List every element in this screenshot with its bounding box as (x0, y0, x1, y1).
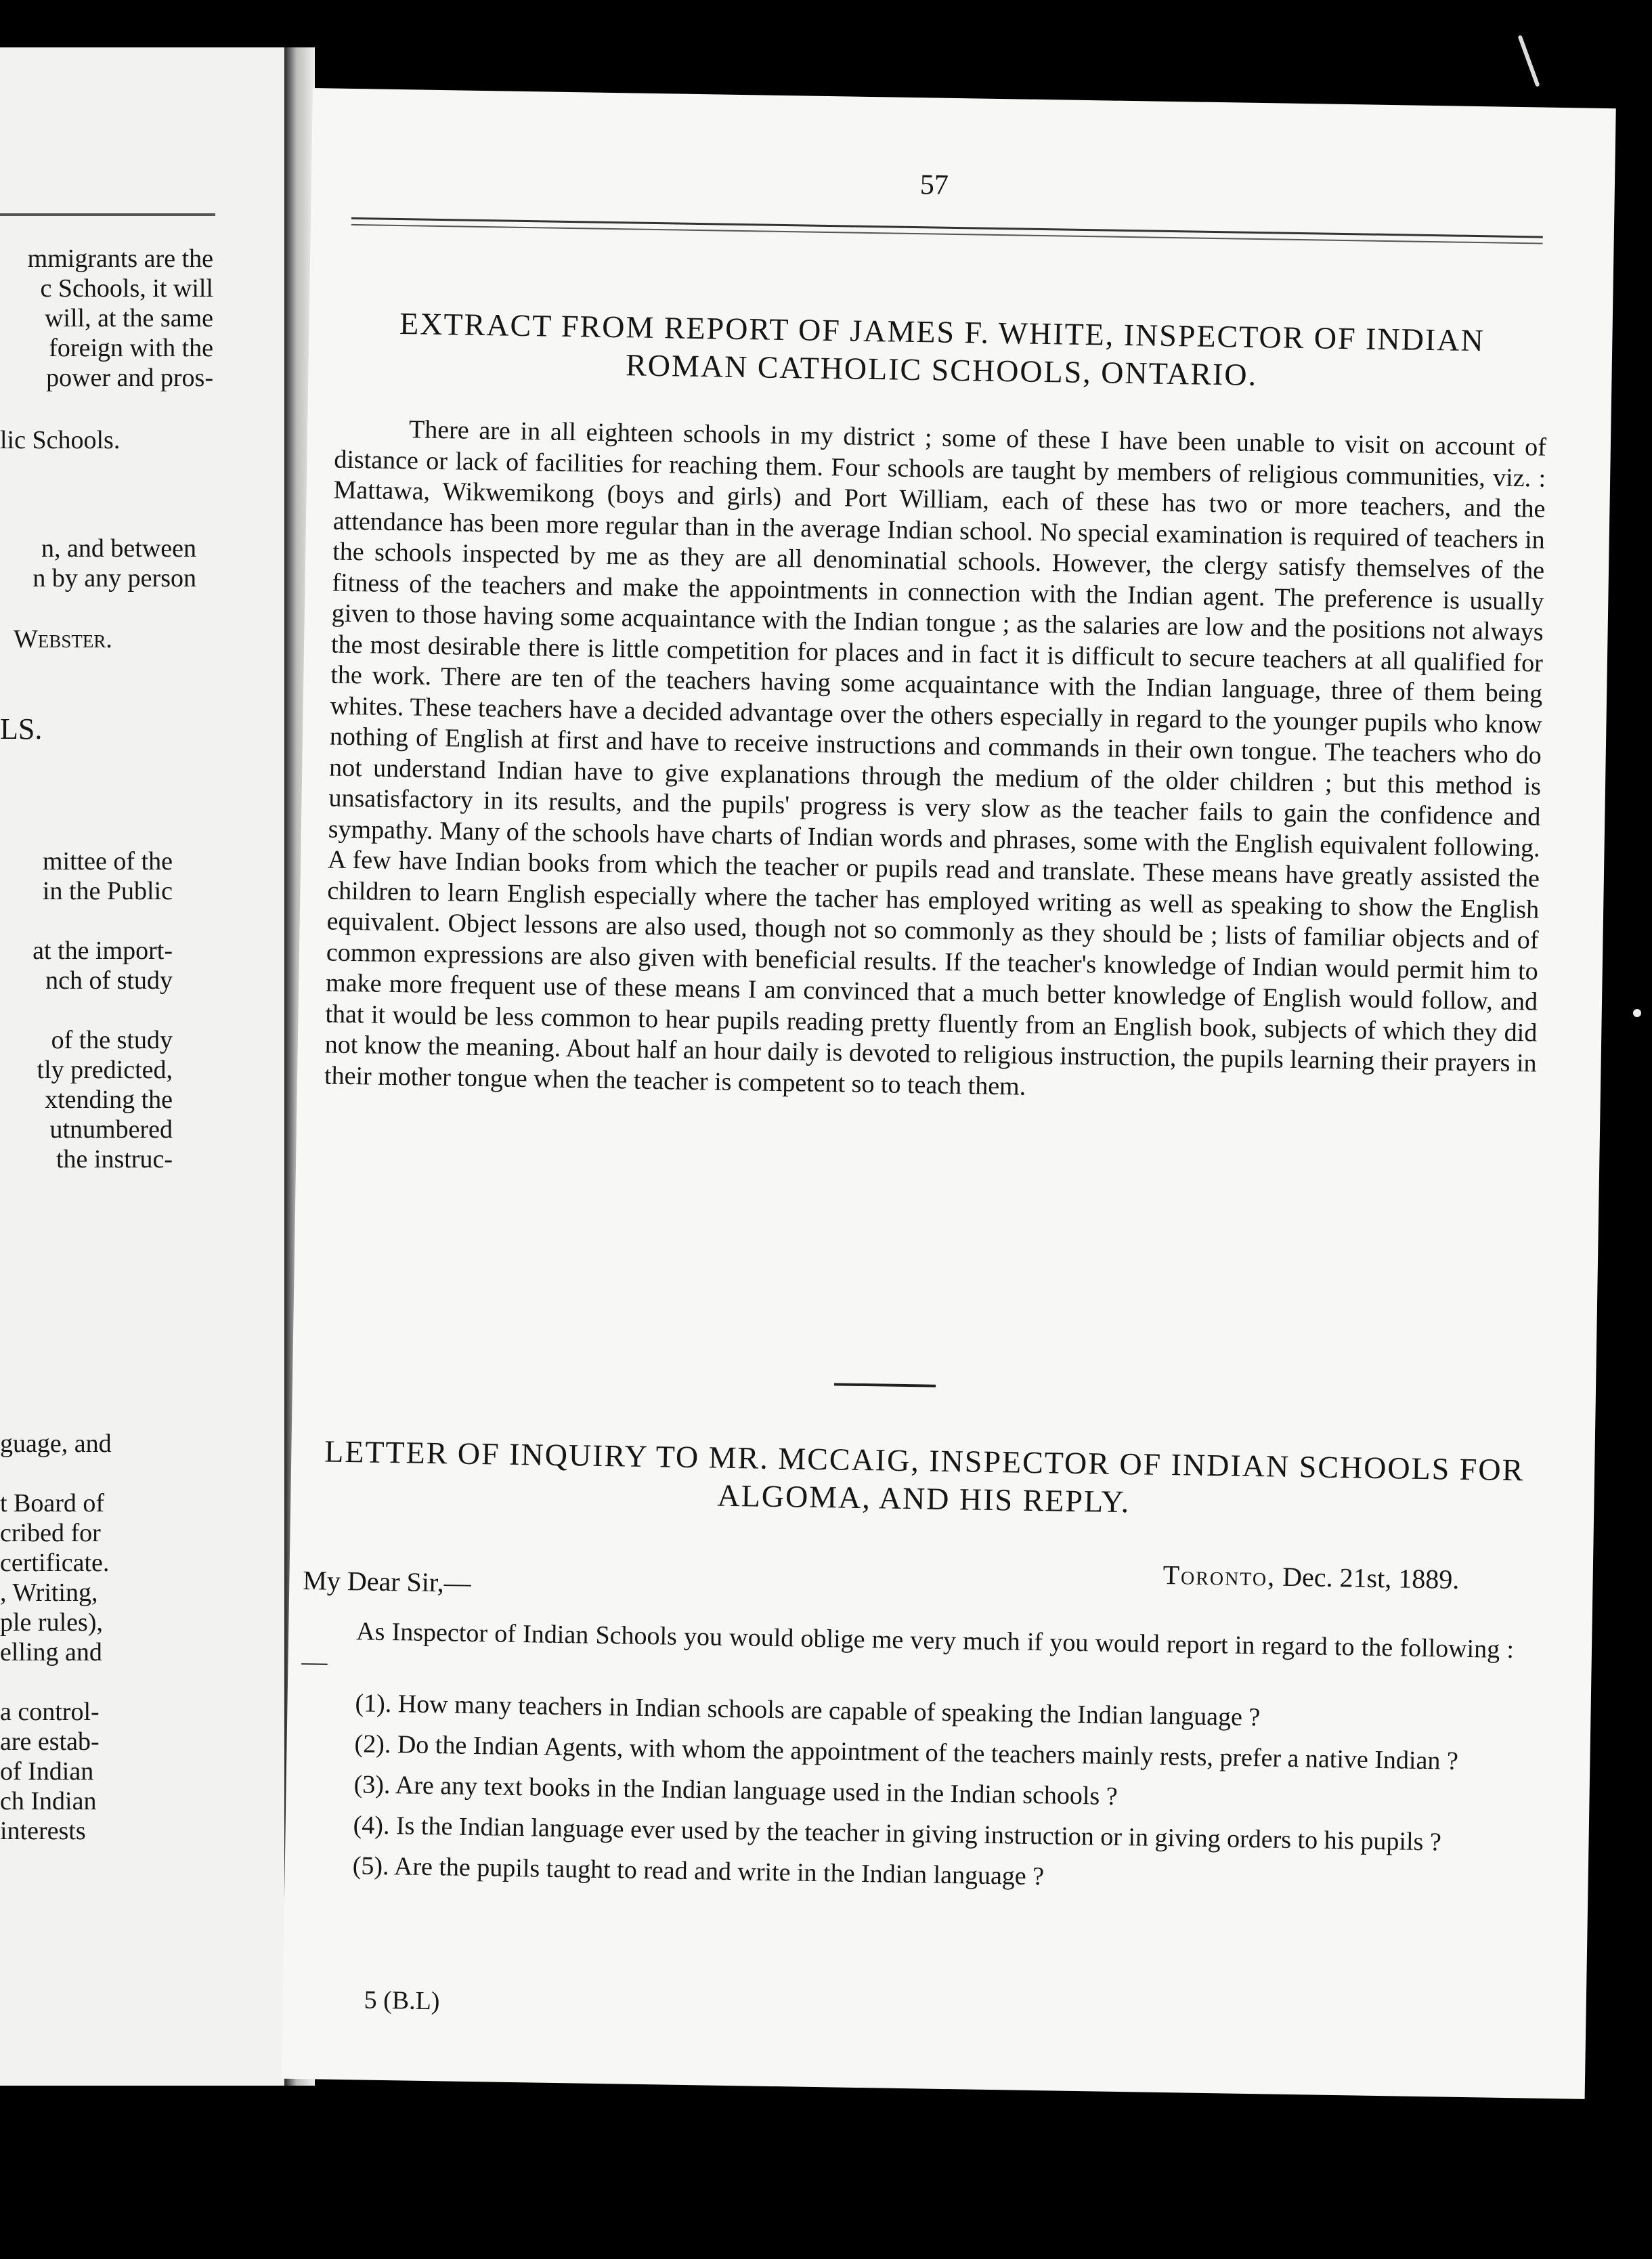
left-line: at the import- (32, 937, 173, 965)
left-line: tly predicted, (37, 1056, 173, 1084)
letter-salutation: My Dear Sir,— (303, 1565, 472, 1598)
left-line: xtending the (45, 1085, 173, 1114)
letter-dateline (1162, 1559, 1459, 1595)
left-line: are estab- (0, 1727, 100, 1756)
left-facing-page (0, 47, 288, 2086)
left-line: certificate. (0, 1549, 110, 1577)
left-line (0, 1667, 142, 1697)
question-item: (2). Do the Indian Agents, with whom the appointment of the teachers mainly rests, prefer a native Indian ? (354, 1729, 1459, 1776)
left-line: ple rules), (0, 1608, 103, 1637)
question-item: (3). Are any text books in the Indian language used in the Indian schools ? (353, 1770, 1118, 1811)
scan-mark (1518, 35, 1540, 87)
left-line (0, 1459, 142, 1488)
left-line: guage, and (0, 1429, 112, 1458)
left-line: of Indian (0, 1757, 94, 1786)
question-item: (1). How many teachers in Indian schools are capable of speaking the Indian language ? (355, 1689, 1261, 1732)
left-text-block-3 (0, 846, 173, 1174)
document-page (282, 88, 1616, 2099)
left-line: interests (0, 1817, 86, 1845)
left-line: n by any person (32, 564, 196, 593)
left-line (0, 995, 173, 1025)
question-item: (5). Are the pupils taught to read and write in the Indian language ? (352, 1851, 1045, 1891)
letter-intro: As Inspector of Indian Schools you would oblige me very much if you would report in regard to the following :— (301, 1617, 1515, 1677)
left-line: mittee of the (42, 847, 173, 876)
section-divider (834, 1383, 936, 1387)
left-line: t Board of (0, 1489, 105, 1518)
left-line (0, 906, 173, 936)
left-line: in the Public (42, 877, 173, 905)
left-page-rule (0, 213, 215, 216)
left-line: ch Indian (0, 1787, 97, 1815)
left-line: of the study (51, 1026, 173, 1054)
dateline-place: Toronto, (1162, 1559, 1276, 1592)
left-line-ls: LS. (0, 712, 43, 746)
left-line: n, and between (41, 534, 196, 563)
left-line: nch of study (45, 966, 173, 995)
question-item: (4). Is the Indian language ever used by the teacher in giving instruction or in giving orders to his pupils ? (353, 1811, 1442, 1857)
left-text-block-2 (0, 534, 196, 593)
left-text-block-1 (0, 244, 213, 393)
left-line: the instruc- (56, 1145, 173, 1174)
left-line: power and pros- (46, 364, 213, 392)
left-line: utnumbered (49, 1115, 173, 1144)
scan-speck (1633, 1009, 1641, 1017)
report-paragraph: There are in all eighteen schools in my district ; some of these I have been unable to visit on account of distance or lack of facilities for reaching them. Four schools are taught by members of religious communities, viz. : Mattawa, Wikwemikong (boys and girls) and Port William, each of these has two or more teachers, and the attendance has been more regular than in the average Indian school. No special examination is required of teachers in the schools inspected by me as they are all denominatial schools. However, the clergy satisfy themselves of the fitness of the teachers and make the appointments in connection with the Indian agent. The preference is usually given to those having some acquaintance with the Indian tongue ; as the salaries are low and the positions not always the most desirable there is little competition for places and in fact it is difficult to secure teachers at all qualified for the work. There are ten of the teachers having some acquaintance with the Indian language, three of them being whites. These teachers have a decided advantage over the others especially in regard to the younger pupils who know nothing of English at first and have to receive instructions and commands in their own tongue. The teachers who do not understand Indian have to give explanations through the medium of the older children ; but this method is unsatisfactory in its results, and the pupils' progress is very slow as the teacher fails to gain the confidence and sympathy. Many of the schools have charts of Indian words and phrases, some with the English equivalent following. A few have Indian books from which the teacher or pupils read and translate. These means have greatly assisted the children to learn English especially where the tacher has employed writing as well as speaking to show the English equivalent. Object lessons are also used, though not so commonly as they should be ; lists of familiar objects and of common expressions are also given with beneficial results. If the teacher's knowledge of Indian would permit him to make more frequent use of these means I am convinced that a much better knowledge of English would follow, and that it would be less common to hear pupils reading pretty fluently from an English book, subjects of which they did not know the meaning. About half an hour daily is devoted to religious instruction, the pupils learning their prayers in their mother tongue when the teacher is competent so to teach them. (324, 415, 1547, 1101)
left-line: c Schools, it will (40, 274, 213, 303)
left-line: mmigrants are the (27, 244, 213, 273)
left-line-webster: Webster. (14, 625, 112, 653)
letter-body (298, 1615, 1514, 1909)
left-line: cribed for (0, 1519, 101, 1547)
dateline-date: Dec. 21st, 1889. (1282, 1561, 1460, 1595)
section-heading-letter: LETTER OF INQUIRY TO MR. MCCAIG, INSPECTOR OF INDIAN SCHOOLS FOR ALGOMA, AND HIS REPLY. (324, 1434, 1525, 1520)
left-text-block-4 (0, 1429, 142, 1846)
left-line: will, at the same (44, 304, 213, 332)
left-line: , Writing, (0, 1578, 98, 1607)
left-line: elling and (0, 1638, 102, 1666)
page-number: 57 (919, 169, 949, 201)
section-heading-report: EXTRACT FROM REPORT OF JAMES F. WHITE, INSPECTOR OF INDIAN ROMAN CATHOLIC SCHOOLS, ONTARIO. (399, 306, 1485, 392)
left-line-schools: lic Schools. (0, 426, 121, 454)
printer-signature: 5 (B.L) (364, 1985, 440, 2016)
left-line: a control- (0, 1698, 100, 1726)
left-line: foreign with the (49, 334, 213, 362)
